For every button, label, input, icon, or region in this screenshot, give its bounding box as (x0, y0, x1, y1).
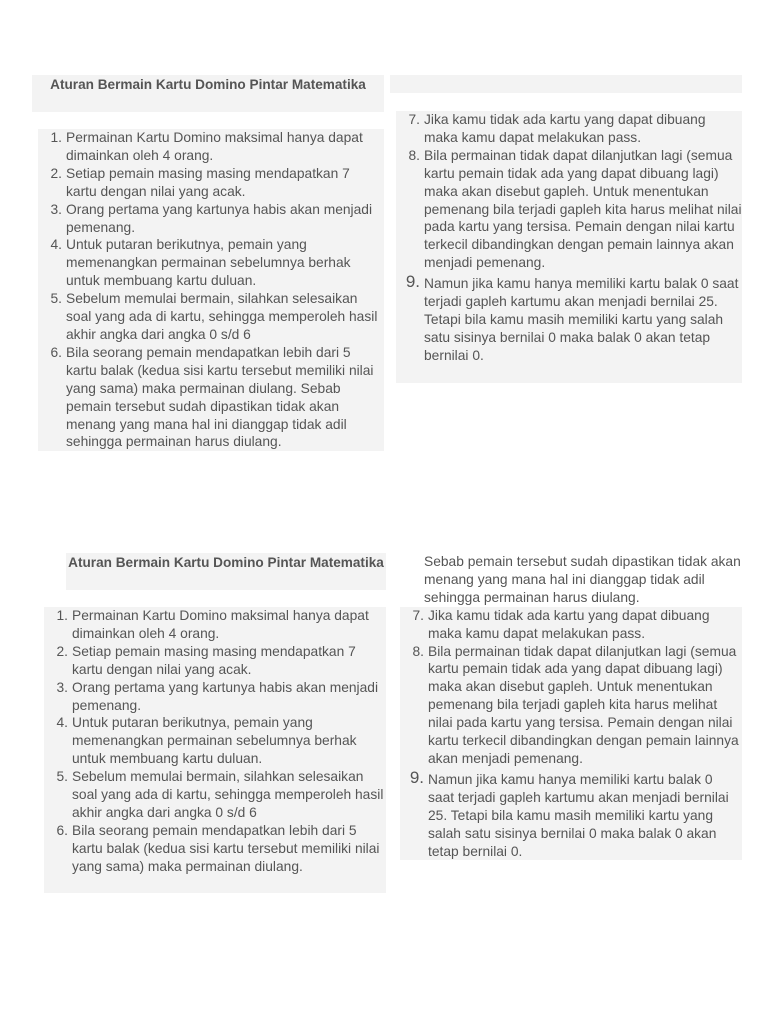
continuation-text: Sebab pemain tersebut sudah dipastikan tidak akan menang yang mana hal ini dianggap tidak adil sehingga permainan harus diulang. (424, 554, 741, 605)
sheet1-left-list (38, 129, 384, 451)
list-item: 1. Permainan Kartu Domino maksimal hanya dapat dimainkan oleh 4 orang. (56, 608, 369, 641)
list-item: 6. Bila seorang pemain mendapatkan lebih dari 5 kartu balak (kedua sisi kartu tersebut memiliki nilai yang sama) maka permainan diulang. Sebab pemain tersebut sudah dipastikan tidak akan menang yang mana hal ini dianggap tidak adil sehingga permainan harus diulang. (50, 344, 374, 450)
sheet2-right-list (400, 553, 742, 879)
list-item: 9. Namun jika kamu hanya memiliki kartu balak 0 saat terjadi gapleh kartumu akan menjadi bernilai 25. Tetapi bila kamu masih memiliki kartu yang salah satu sisinya bernilai 0 maka balak 0 akan tetap bernilai 0. (405, 272, 739, 363)
list-item: 2. Setiap pemain masing masing mendapatkan 7 kartu dengan nilai yang acak. (50, 165, 350, 199)
list-item: 8. Bila permainan tidak dapat dilanjutkan lagi (semua kartu pemain tidak ada yang dapat dibuang lagi) maka akan disebut gapleh. Untuk menentukan pemenang bila terjadi gapleh kita harus melihat nilai pada kartu yang tersisa. Pemain dengan nilai kartu terkecil dibandingkan dengan pemain lainnya akan menjadi pemenang. (412, 643, 739, 766)
list-item: 4. Untuk putaran berikutnya, pemain yang memenangkan permainan sebelumnya berhak untuk membuang kartu duluan. (50, 237, 351, 289)
list-item: 7. Jika kamu tidak ada kartu yang dapat dibuang maka kamu dapat melakukan pass. (408, 112, 706, 145)
sheet2-title-text: Aturan Bermain Kartu Domino Pintar Matematika (68, 555, 384, 570)
list-item: 1. Permainan Kartu Domino maksimal hanya dapat dimainkan oleh 4 orang. (50, 130, 363, 163)
sheet1-right-list (396, 111, 742, 383)
list-item: 3. Orang pertama yang kartunya habis akan menjadi pemenang. (50, 201, 373, 235)
list-item: 2. Setiap pemain masing masing mendapatkan 7 kartu dengan nilai yang acak. (56, 643, 356, 677)
list-item: 9. Namun jika kamu hanya memiliki kartu balak 0 saat terjadi gapleh kartumu akan menjadi bernilai 25. Tetapi bila kamu masih memiliki kartu yang salah satu sisinya bernilai 0 maka balak 0 akan tetap bernilai 0. (409, 767, 729, 859)
list-item: 8. Bila permainan tidak dapat dilanjutkan lagi (semua kartu pemain tidak ada yang dapat dibuang lagi) maka akan disebut gapleh. Untuk menentukan pemenang bila terjadi gapleh kita harus melihat nilai pada kartu yang tersisa. Pemain dengan nilai kartu terkecil dibandingkan dengan pemain lainnya akan menjadi pemenang. (408, 147, 742, 271)
sheet2-title (66, 553, 386, 590)
sheet2-left-list (44, 607, 386, 893)
list-item: 7. Jika kamu tidak ada kartu yang dapat dibuang maka kamu dapat melakukan pass. (412, 607, 710, 641)
sheet1-title-text: Aturan Bermain Kartu Domino Pintar Matematika (50, 77, 366, 92)
sheet1-title (32, 75, 384, 112)
list-item: 6. Bila seorang pemain mendapatkan lebih dari 5 kartu balak (kedua sisi kartu tersebut memiliki nilai yang sama) maka permainan diulang. (56, 822, 380, 874)
list-item: 5. Sebelum memulai bermain, silahkan selesaikan soal yang ada di kartu, sehingga memperoleh hasil akhir angka dari angka 0 s/d 6 (56, 769, 384, 820)
list-item: 3. Orang pertama yang kartunya habis akan menjadi pemenang. (56, 679, 379, 713)
list-item: 4. Untuk putaran berikutnya, pemain yang memenangkan permainan sebelumnya berhak untuk membuang kartu duluan. (56, 715, 357, 767)
sheet1-right-header (390, 75, 742, 93)
list-item: 5. Sebelum memulai bermain, silahkan selesaikan soal yang ada di kartu, sehingga memperoleh hasil akhir angka dari angka 0 s/d 6 (50, 291, 378, 342)
